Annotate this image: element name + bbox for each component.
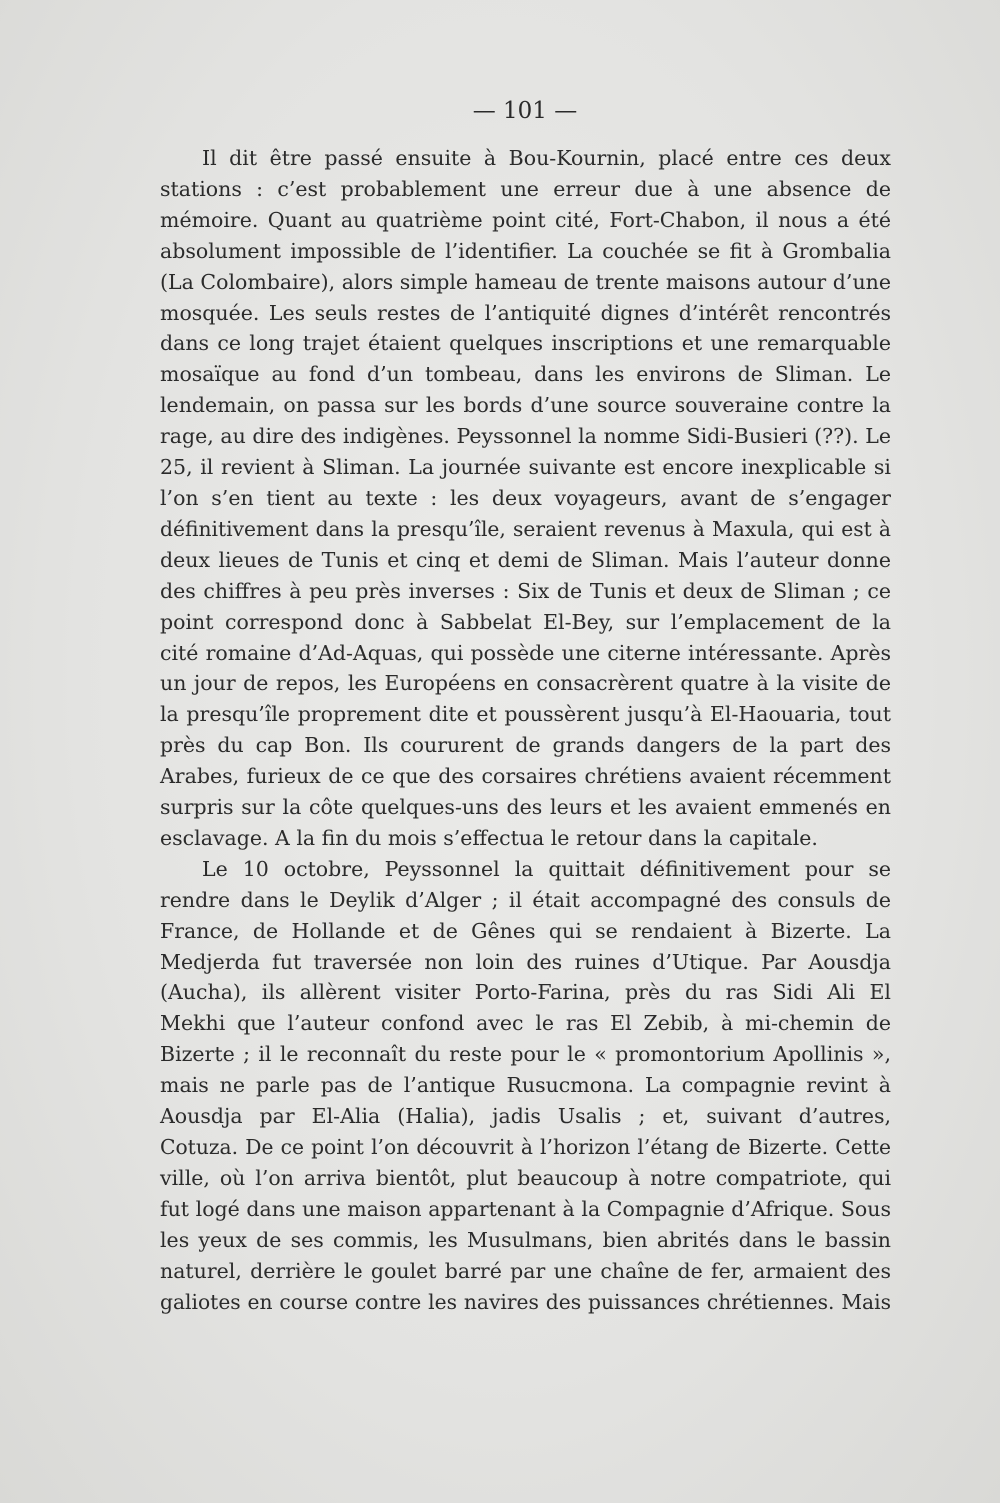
text-line: mosaïque au fond d’un tombeau, dans les environs de Sliman. Le bbox=[160, 362, 891, 387]
text-line: près du cap Bon. Ils coururent de grands dangers de la part des bbox=[160, 733, 891, 758]
text-line: rage, au dire des indigènes. Peyssonnel la nomme Sidi-Busieri (??). Le bbox=[160, 424, 891, 449]
text-line: Il dit être passé ensuite à Bou-Kournin, placé entre ces deux bbox=[202, 146, 891, 170]
text-line: surpris sur la côte quelques-uns des leurs et les avaient emmenés en bbox=[160, 795, 891, 820]
text-line: un jour de repos, les Européens en consacrèrent quatre à la visite de bbox=[160, 671, 891, 696]
text-line: les yeux de ses commis, les Musulmans, bien abrités dans le bassin bbox=[160, 1227, 891, 1252]
text-line: Bizerte ; il le reconnaît du reste pour le « promontorium Apollinis », bbox=[160, 1042, 891, 1067]
text-line: France, de Hollande et de Gênes qui se rendaient à Bizerte. La bbox=[160, 918, 891, 943]
text-line: naturel, derrière le goulet barré par une chaîne de fer, armaient des bbox=[160, 1258, 891, 1283]
text-line: des chiffres à peu près inverses : Six de Tunis et deux de Sliman ; ce bbox=[160, 578, 891, 603]
text-line: deux lieues de Tunis et cinq et demi de Sliman. Mais l’auteur donne bbox=[160, 547, 891, 572]
text-line: 25, il revient à Sliman. La journée suivante est encore inexplicable si bbox=[160, 455, 891, 480]
text-line: fut logé dans une maison appartenant à la Compagnie d’Afrique. Sous bbox=[160, 1196, 891, 1221]
text-line: (La Colombaire), alors simple hameau de trente maisons autour d’une bbox=[160, 269, 891, 294]
text-line: l’on s’en tient au texte : les deux voyageurs, avant de s’engager bbox=[160, 485, 891, 510]
text-line: galiotes en course contre les navires des puissances chrétiennes. Mais bbox=[160, 1289, 891, 1314]
text-line: Arabes, furieux de ce que des corsaires chrétiens avaient récemment bbox=[160, 764, 891, 789]
text-line: Le 10 octobre, Peyssonnel la quittait définitivement pour se bbox=[202, 856, 891, 881]
text-line: lendemain, on passa sur les bords d’une source souveraine contre la bbox=[160, 393, 891, 418]
text-line: absolument impossible de l’identifier. La couchée se fit à Grombalia bbox=[160, 238, 891, 263]
body-text bbox=[160, 143, 891, 1317]
text-line: Cotuza. De ce point l’on découvrit à l’horizon l’étang de Bizerte. Cette bbox=[160, 1135, 891, 1159]
text-line: Mekhi que l’auteur confond avec le ras El Zebib, à mi-chemin de bbox=[160, 1011, 891, 1036]
text-line: définitivement dans la presqu’île, seraient revenus à Maxula, qui est à bbox=[160, 516, 891, 541]
text-line: mémoire. Quant au quatrième point cité, Fort-Chabon, il nous a été bbox=[160, 207, 891, 232]
text-line: cité romaine d’Ad-Aquas, qui possède une citerne intéressante. Après bbox=[160, 640, 891, 665]
text-line: mosquée. Les seuls restes de l’antiquité dignes d’intérêt rencontrés bbox=[160, 300, 891, 325]
text-line: rendre dans le Deylik d’Alger ; il était accompagné des consuls de bbox=[160, 887, 891, 912]
text-line: esclavage. A la fin du mois s’effectua le retour dans la capitale. bbox=[160, 825, 818, 850]
text-line: Medjerda fut traversée non loin des ruines d’Utique. Par Aousdja bbox=[160, 949, 891, 974]
text-line: mais ne parle pas de l’antique Rusucmona. La compagnie revint à bbox=[160, 1073, 891, 1098]
text-line: stations : c’est probablement une erreur due à une absence de bbox=[160, 176, 891, 201]
page-number: — 101 — bbox=[472, 98, 578, 124]
text-line: la presqu’île proprement dite et poussèrent jusqu’à El-Haouaria, tout bbox=[160, 702, 891, 727]
text-line: dans ce long trajet étaient quelques inscriptions et une remarquable bbox=[160, 331, 891, 356]
text-line: (Aucha), ils allèrent visiter Porto-Farina, près du ras Sidi Ali El bbox=[160, 980, 891, 1005]
text-line: Aousdja par El-Alia (Halia), jadis Usalis ; et, suivant d’autres, bbox=[160, 1104, 891, 1129]
text-line: point correspond donc à Sabbelat El-Bey, sur l’emplacement de la bbox=[160, 609, 891, 634]
text-line: ville, où l’on arriva bientôt, plut beaucoup à notre compatriote, qui bbox=[160, 1165, 891, 1190]
